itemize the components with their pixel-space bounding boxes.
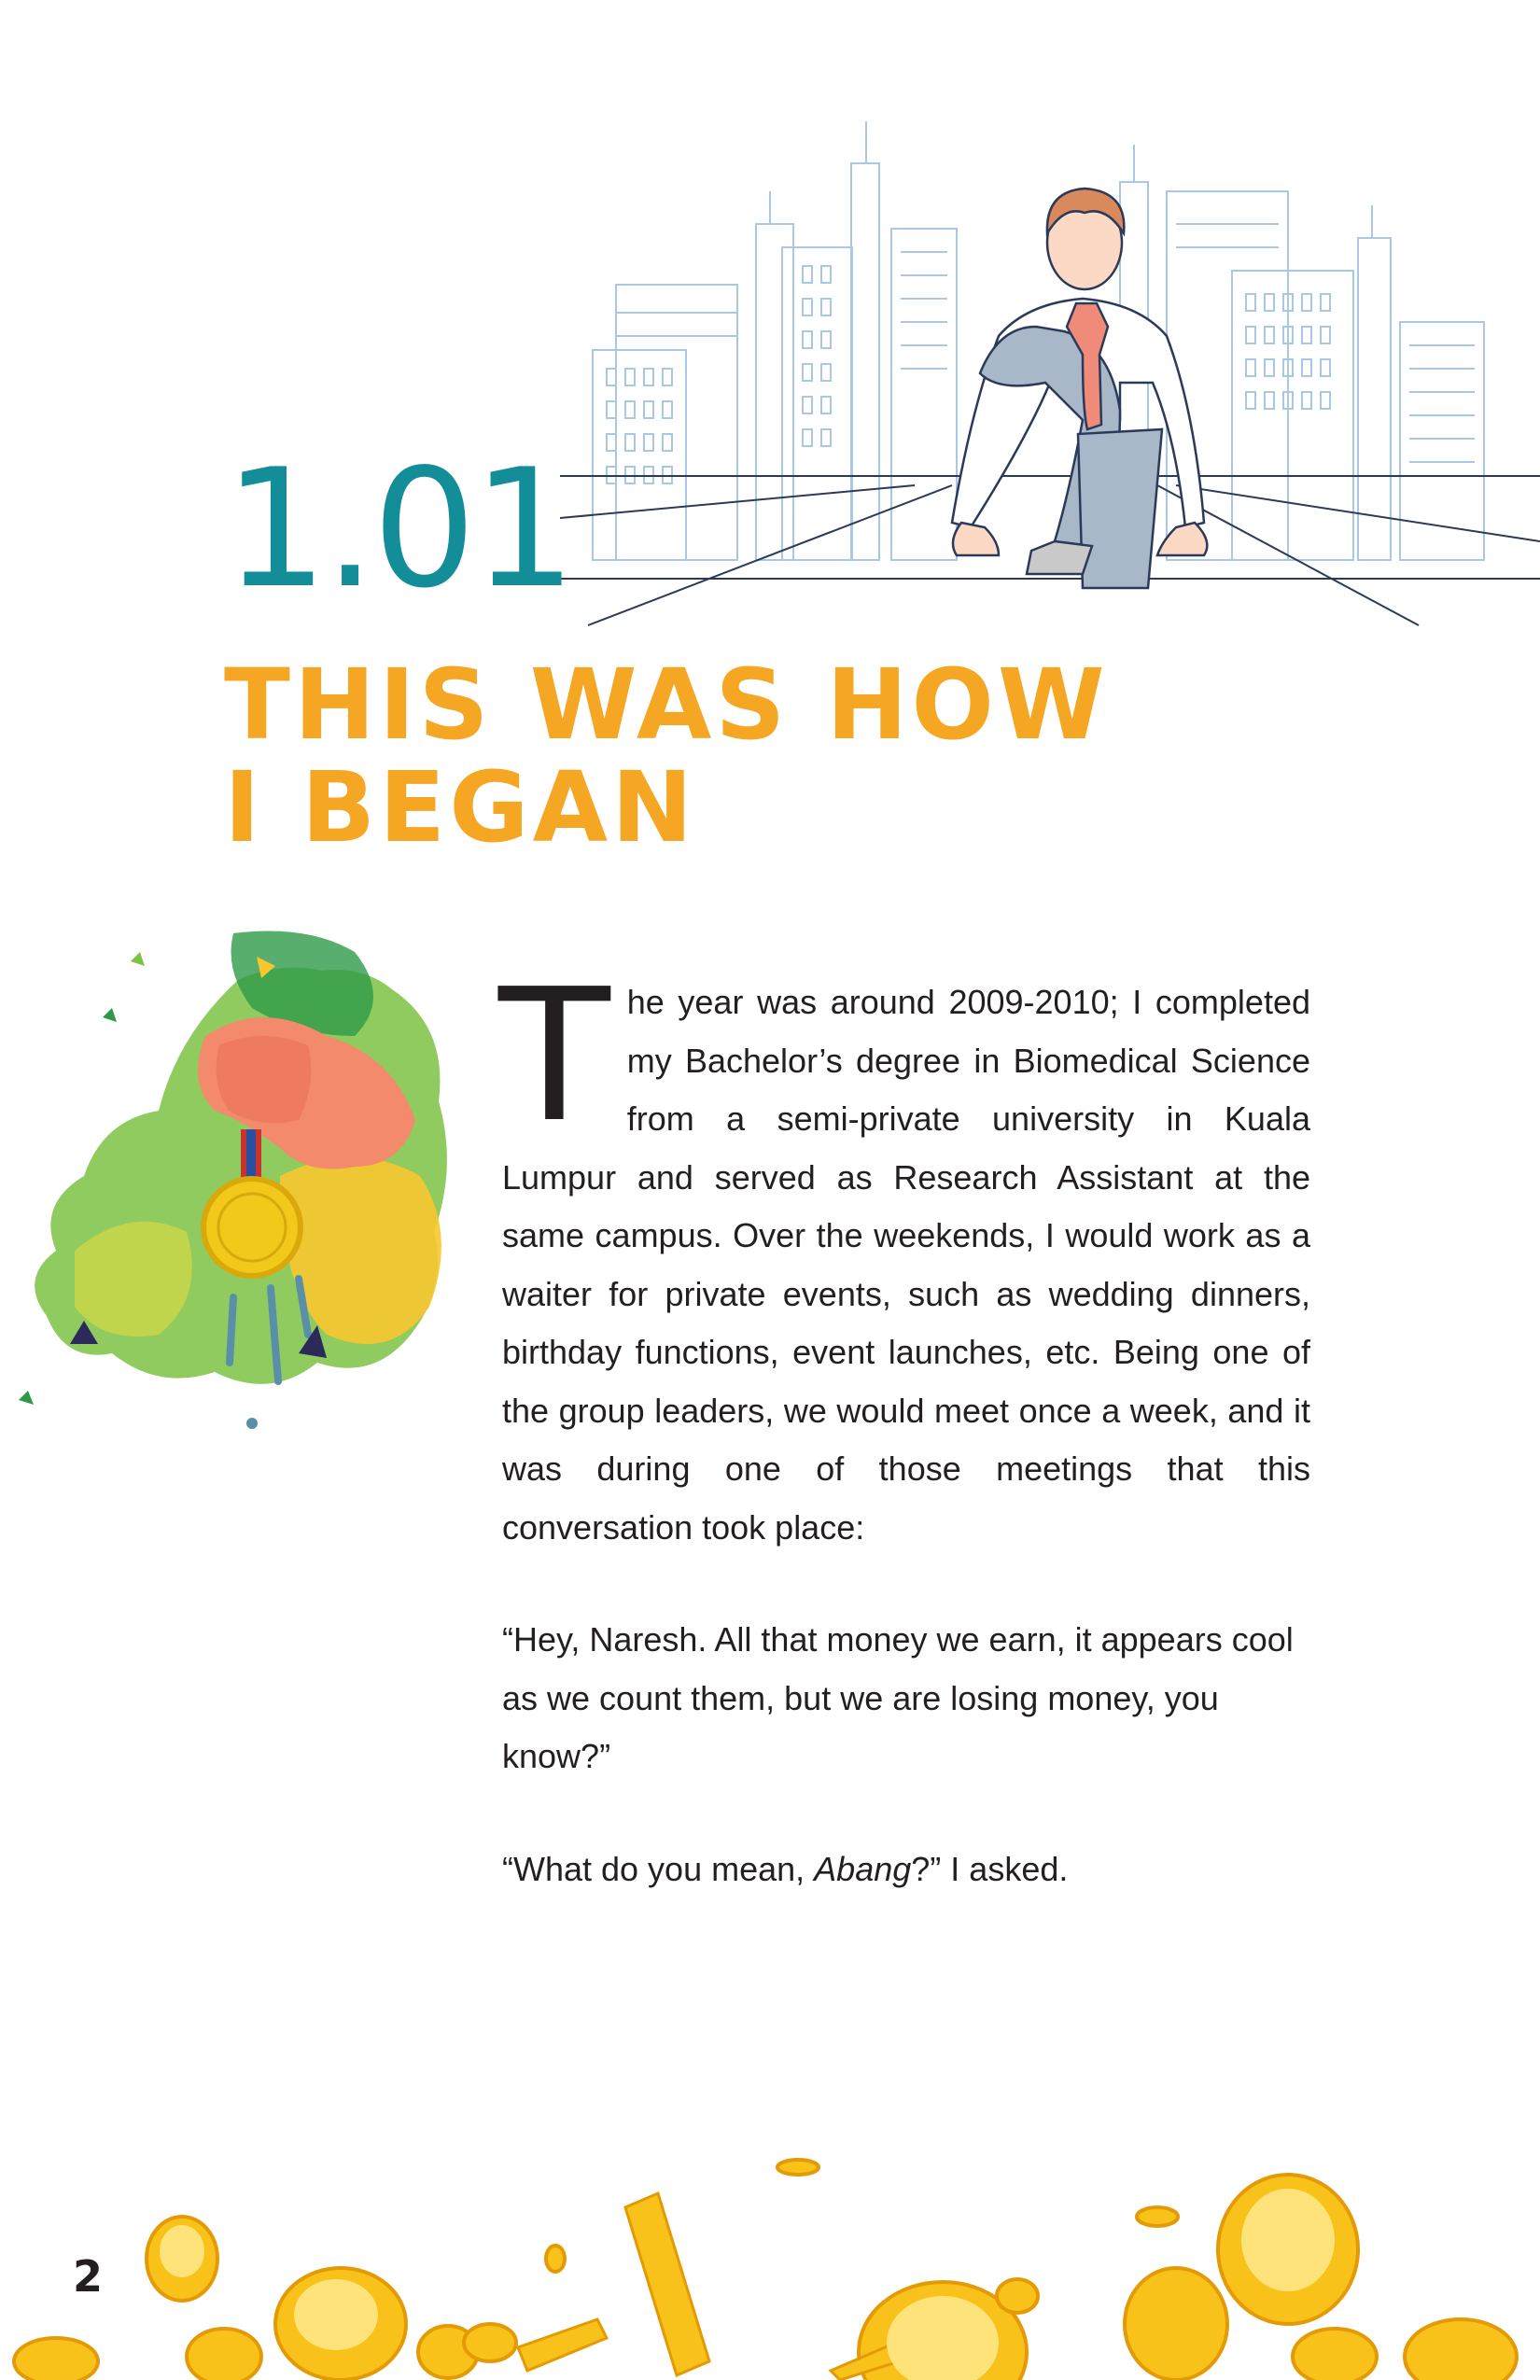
quote-italic-term: Abang bbox=[814, 1849, 912, 1888]
quote-text: “What do you mean, bbox=[502, 1849, 815, 1888]
chapter-number: 1.01 bbox=[224, 435, 573, 624]
quote-paragraph: “Hey, Naresh. All that money we earn, it appears cool as we count them, but we are losing money, you know?” bbox=[502, 1620, 1294, 1775]
chapter-title bbox=[224, 648, 1109, 864]
quote-text: ?” I asked. bbox=[911, 1849, 1069, 1888]
page-number: 2 bbox=[73, 2251, 104, 2302]
chapter-title-line-2: I BEGAN bbox=[224, 750, 697, 864]
businessman-starting-line-icon bbox=[560, 103, 1540, 644]
paragraph bbox=[498, 950, 1310, 1557]
chapter-title-line-1: THIS WAS HOW bbox=[224, 648, 1109, 762]
paragraph-text: he year was around 2009-2010; I completed my Bachelor’s degree in Biomedical Science from a semi-private university in Kuala Lumpur and served as Research Assistant at the same campus. Over the weekends, I would work as a waiter for private events, such as wedding dinners, birthday functions, event launches, etc. Being one of the group leaders, we would meet once a week, and it was during one of those meetings that this conversation took place: bbox=[502, 983, 1310, 1547]
drop-cap: T bbox=[498, 950, 610, 1163]
gold-coins-icon bbox=[0, 2147, 1540, 2380]
body-text bbox=[498, 950, 1310, 1898]
medal-in-hand-splash-icon bbox=[0, 896, 457, 1447]
quote-paragraph bbox=[502, 1841, 1310, 1899]
